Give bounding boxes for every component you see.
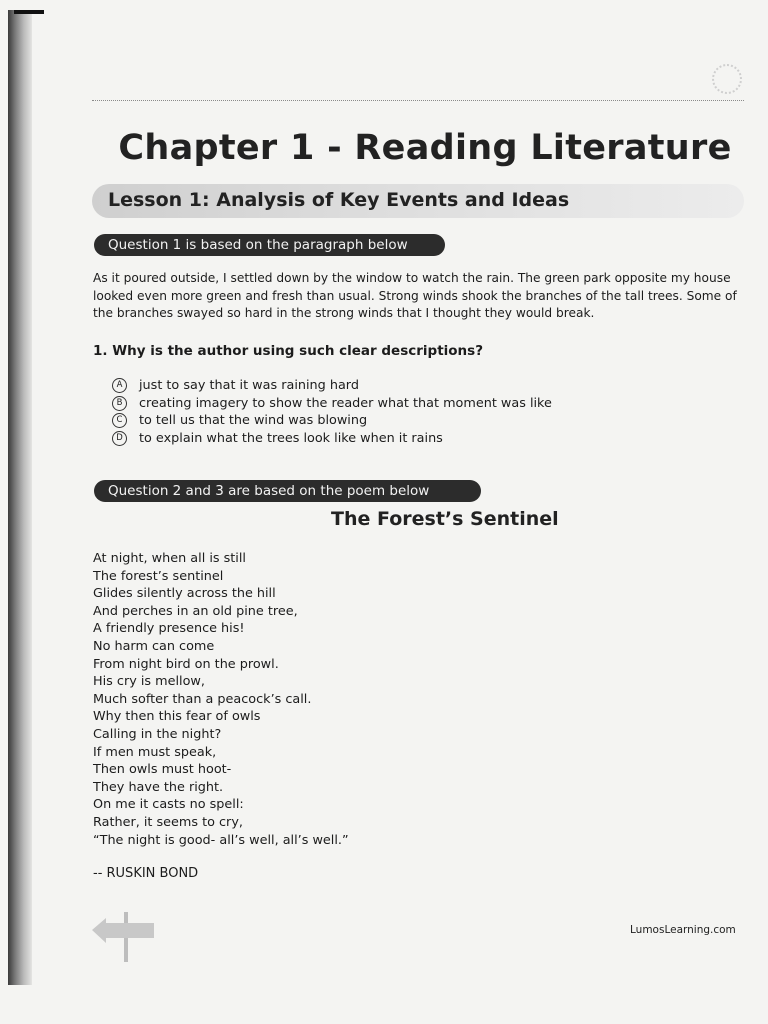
question-1-text: 1. Why is the author using such clear descriptions?	[93, 343, 484, 359]
poem-line: They have the right.	[93, 779, 224, 795]
poem-line: The forest’s sentinel	[93, 568, 224, 584]
poem-line: Then owls must hoot-	[93, 762, 232, 778]
question-1-intro-pill: Question 1 is based on the paragraph below	[94, 234, 445, 256]
poem-author: -- RUSKIN BOND	[93, 866, 199, 881]
reading-paragraph: As it poured outside, I settled down by the window to watch the rain. The green park opposite my house looked even more green and fresh than usual. Strong winds shook the branches of the tall trees. Some of the branches swayed so hard in the strong winds that I thought they would break.	[93, 271, 737, 321]
answer-option-b[interactable]	[112, 395, 552, 413]
corner-stamp-icon	[712, 64, 742, 94]
poem-line: Calling in the night?	[93, 726, 222, 742]
back-arrow-icon[interactable]	[90, 910, 158, 962]
option-d-text: to explain what the trees look like when it rains	[139, 430, 443, 446]
answer-option-a[interactable]	[112, 377, 552, 395]
poem-line: Why then this fear of owls	[93, 709, 261, 725]
poem-line: And perches in an old pine tree,	[93, 603, 298, 619]
binding-mark	[14, 10, 44, 14]
footer-website: LumosLearning.com	[630, 924, 736, 936]
poem-line: Glides silently across the hill	[93, 586, 276, 602]
header-dotted-rule	[92, 100, 744, 101]
option-d-bubble-icon[interactable]: D	[112, 431, 127, 446]
poem-line: “The night is good- all’s well, all’s well.”	[93, 832, 349, 848]
chapter-title: Chapter 1 - Reading Literature	[118, 128, 732, 168]
poem-line: If men must speak,	[93, 744, 217, 760]
poem-line: Rather, it seems to cry,	[93, 814, 243, 830]
poem-line: On me it casts no spell:	[93, 797, 244, 813]
answer-option-d[interactable]	[112, 430, 552, 448]
answer-option-c[interactable]	[112, 412, 552, 430]
poem-line: Much softer than a peacock’s call.	[93, 691, 312, 707]
poem-line: His cry is mellow,	[93, 674, 205, 690]
lesson-title: Lesson 1: Analysis of Key Events and Ideas	[108, 189, 570, 211]
option-c-text: to tell us that the wind was blowing	[139, 413, 368, 429]
option-c-bubble-icon[interactable]: C	[112, 413, 127, 428]
option-b-text: creating imagery to show the reader what that moment was like	[139, 395, 552, 411]
option-b-bubble-icon[interactable]: B	[112, 396, 127, 411]
poem-line: No harm can come	[93, 638, 215, 654]
option-a-bubble-icon[interactable]: A	[112, 378, 127, 393]
poem-body	[93, 550, 349, 849]
answer-options	[112, 377, 552, 447]
poem-line: A friendly presence his!	[93, 621, 245, 637]
poem-title: The Forest’s Sentinel	[331, 508, 559, 530]
poem-line: From night bird on the prowl.	[93, 656, 279, 672]
question-2-3-intro-pill: Question 2 and 3 are based on the poem below	[94, 480, 481, 502]
option-a-text: just to say that it was raining hard	[139, 378, 359, 394]
poem-line: At night, when all is still	[93, 551, 246, 566]
